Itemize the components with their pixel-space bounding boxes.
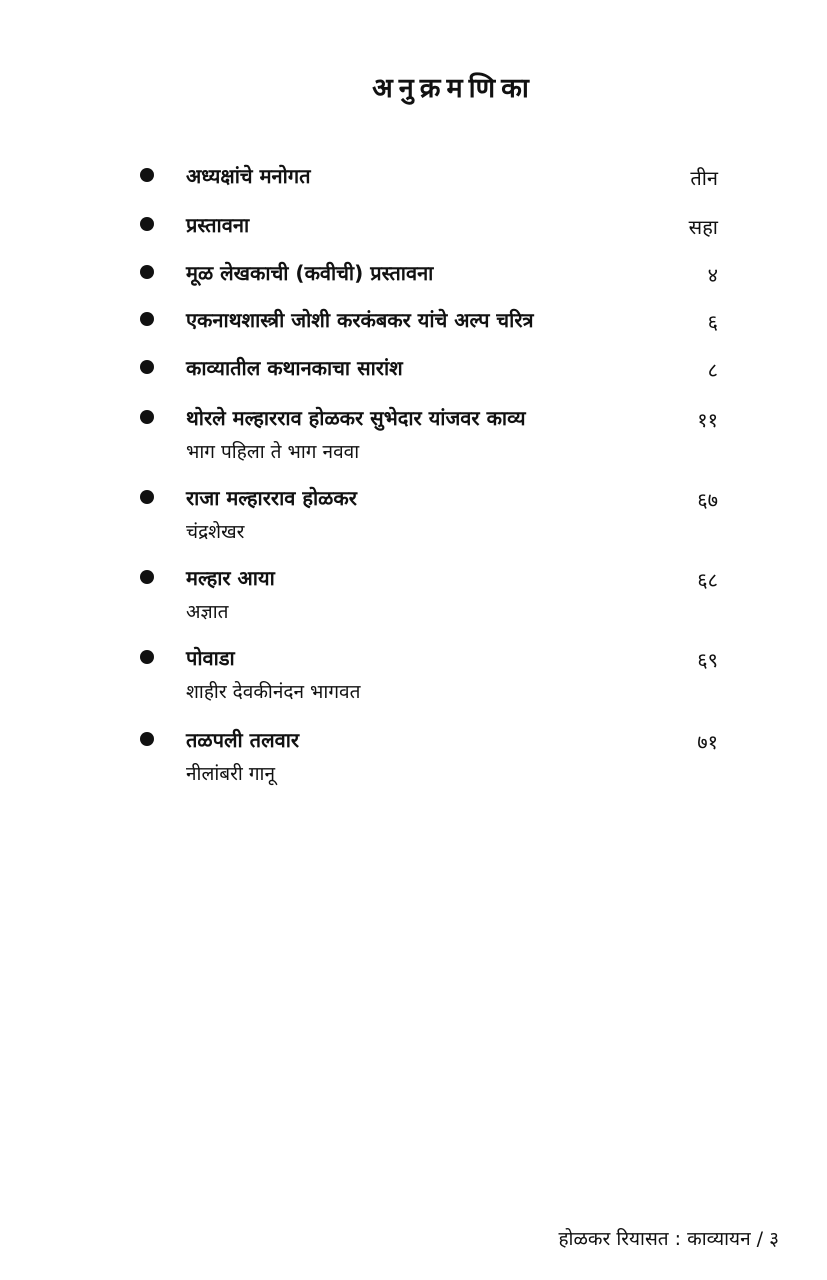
bullet-icon <box>140 217 154 231</box>
bullet-icon <box>140 490 154 504</box>
toc-entry-title: काव्यातील कथानकाचा सारांश <box>186 356 403 380</box>
toc-entry-page: ६९ <box>697 648 718 672</box>
toc-entry-title: थोरले मल्हारराव होळकर सुभेदार यांजवर काव्य <box>186 406 526 430</box>
bullet-icon <box>140 265 154 279</box>
toc-entry-author: शाहीर देवकीनंदन भागवत <box>186 681 361 703</box>
toc-entry-page: ६८ <box>697 568 718 592</box>
toc-entry-title: राजा मल्हारराव होळकर <box>186 486 357 510</box>
toc-entry-page: सहा <box>688 215 718 239</box>
toc-entry-title: अध्यक्षांचे मनोगत <box>186 164 311 188</box>
toc-entry-page: ६ <box>707 310 718 334</box>
toc-entry-page: ४ <box>707 263 718 287</box>
bullet-icon <box>140 732 154 746</box>
toc-entry-title: तळपली तलवार <box>186 728 300 752</box>
page-title: अनुक्रमणिका <box>372 73 535 104</box>
toc-entry-author: नीलांबरी गानू <box>186 763 276 785</box>
bullet-icon <box>140 410 154 424</box>
toc-entry-title: एकनाथशास्त्री जोशी करकंबकर यांचे अल्प चरित्र <box>186 308 534 332</box>
toc-entry <box>140 564 730 624</box>
bullet-icon <box>140 168 154 182</box>
toc-entry-title: पोवाडा <box>186 646 235 670</box>
toc-entry-title: प्रस्तावना <box>186 213 250 237</box>
toc-entry-title: मूळ लेखकाची (कवीची) प्रस्तावना <box>186 261 434 285</box>
toc-entry-author: चंद्रशेखर <box>186 521 245 543</box>
toc-entry-page: ११ <box>697 408 718 432</box>
toc-entry-page: ६७ <box>697 488 718 512</box>
bullet-icon <box>140 570 154 584</box>
toc-entry-page: ८ <box>707 358 718 382</box>
bullet-icon <box>140 312 154 326</box>
toc-entry-title: मल्हार आया <box>186 566 275 590</box>
toc-entry <box>140 404 730 464</box>
toc-entry-page: ७१ <box>697 730 718 754</box>
toc-entry-author: अज्ञात <box>186 601 229 623</box>
bullet-icon <box>140 360 154 374</box>
toc-entry <box>140 484 730 544</box>
toc-entry-author: भाग पहिला ते भाग नववा <box>186 441 360 463</box>
toc-entry-page: तीन <box>690 166 718 190</box>
bullet-icon <box>140 650 154 664</box>
toc-entry <box>140 726 730 786</box>
page-footer: होळकर रियासत : काव्यायन / ३ <box>558 1228 779 1250</box>
toc-entry <box>140 644 730 704</box>
